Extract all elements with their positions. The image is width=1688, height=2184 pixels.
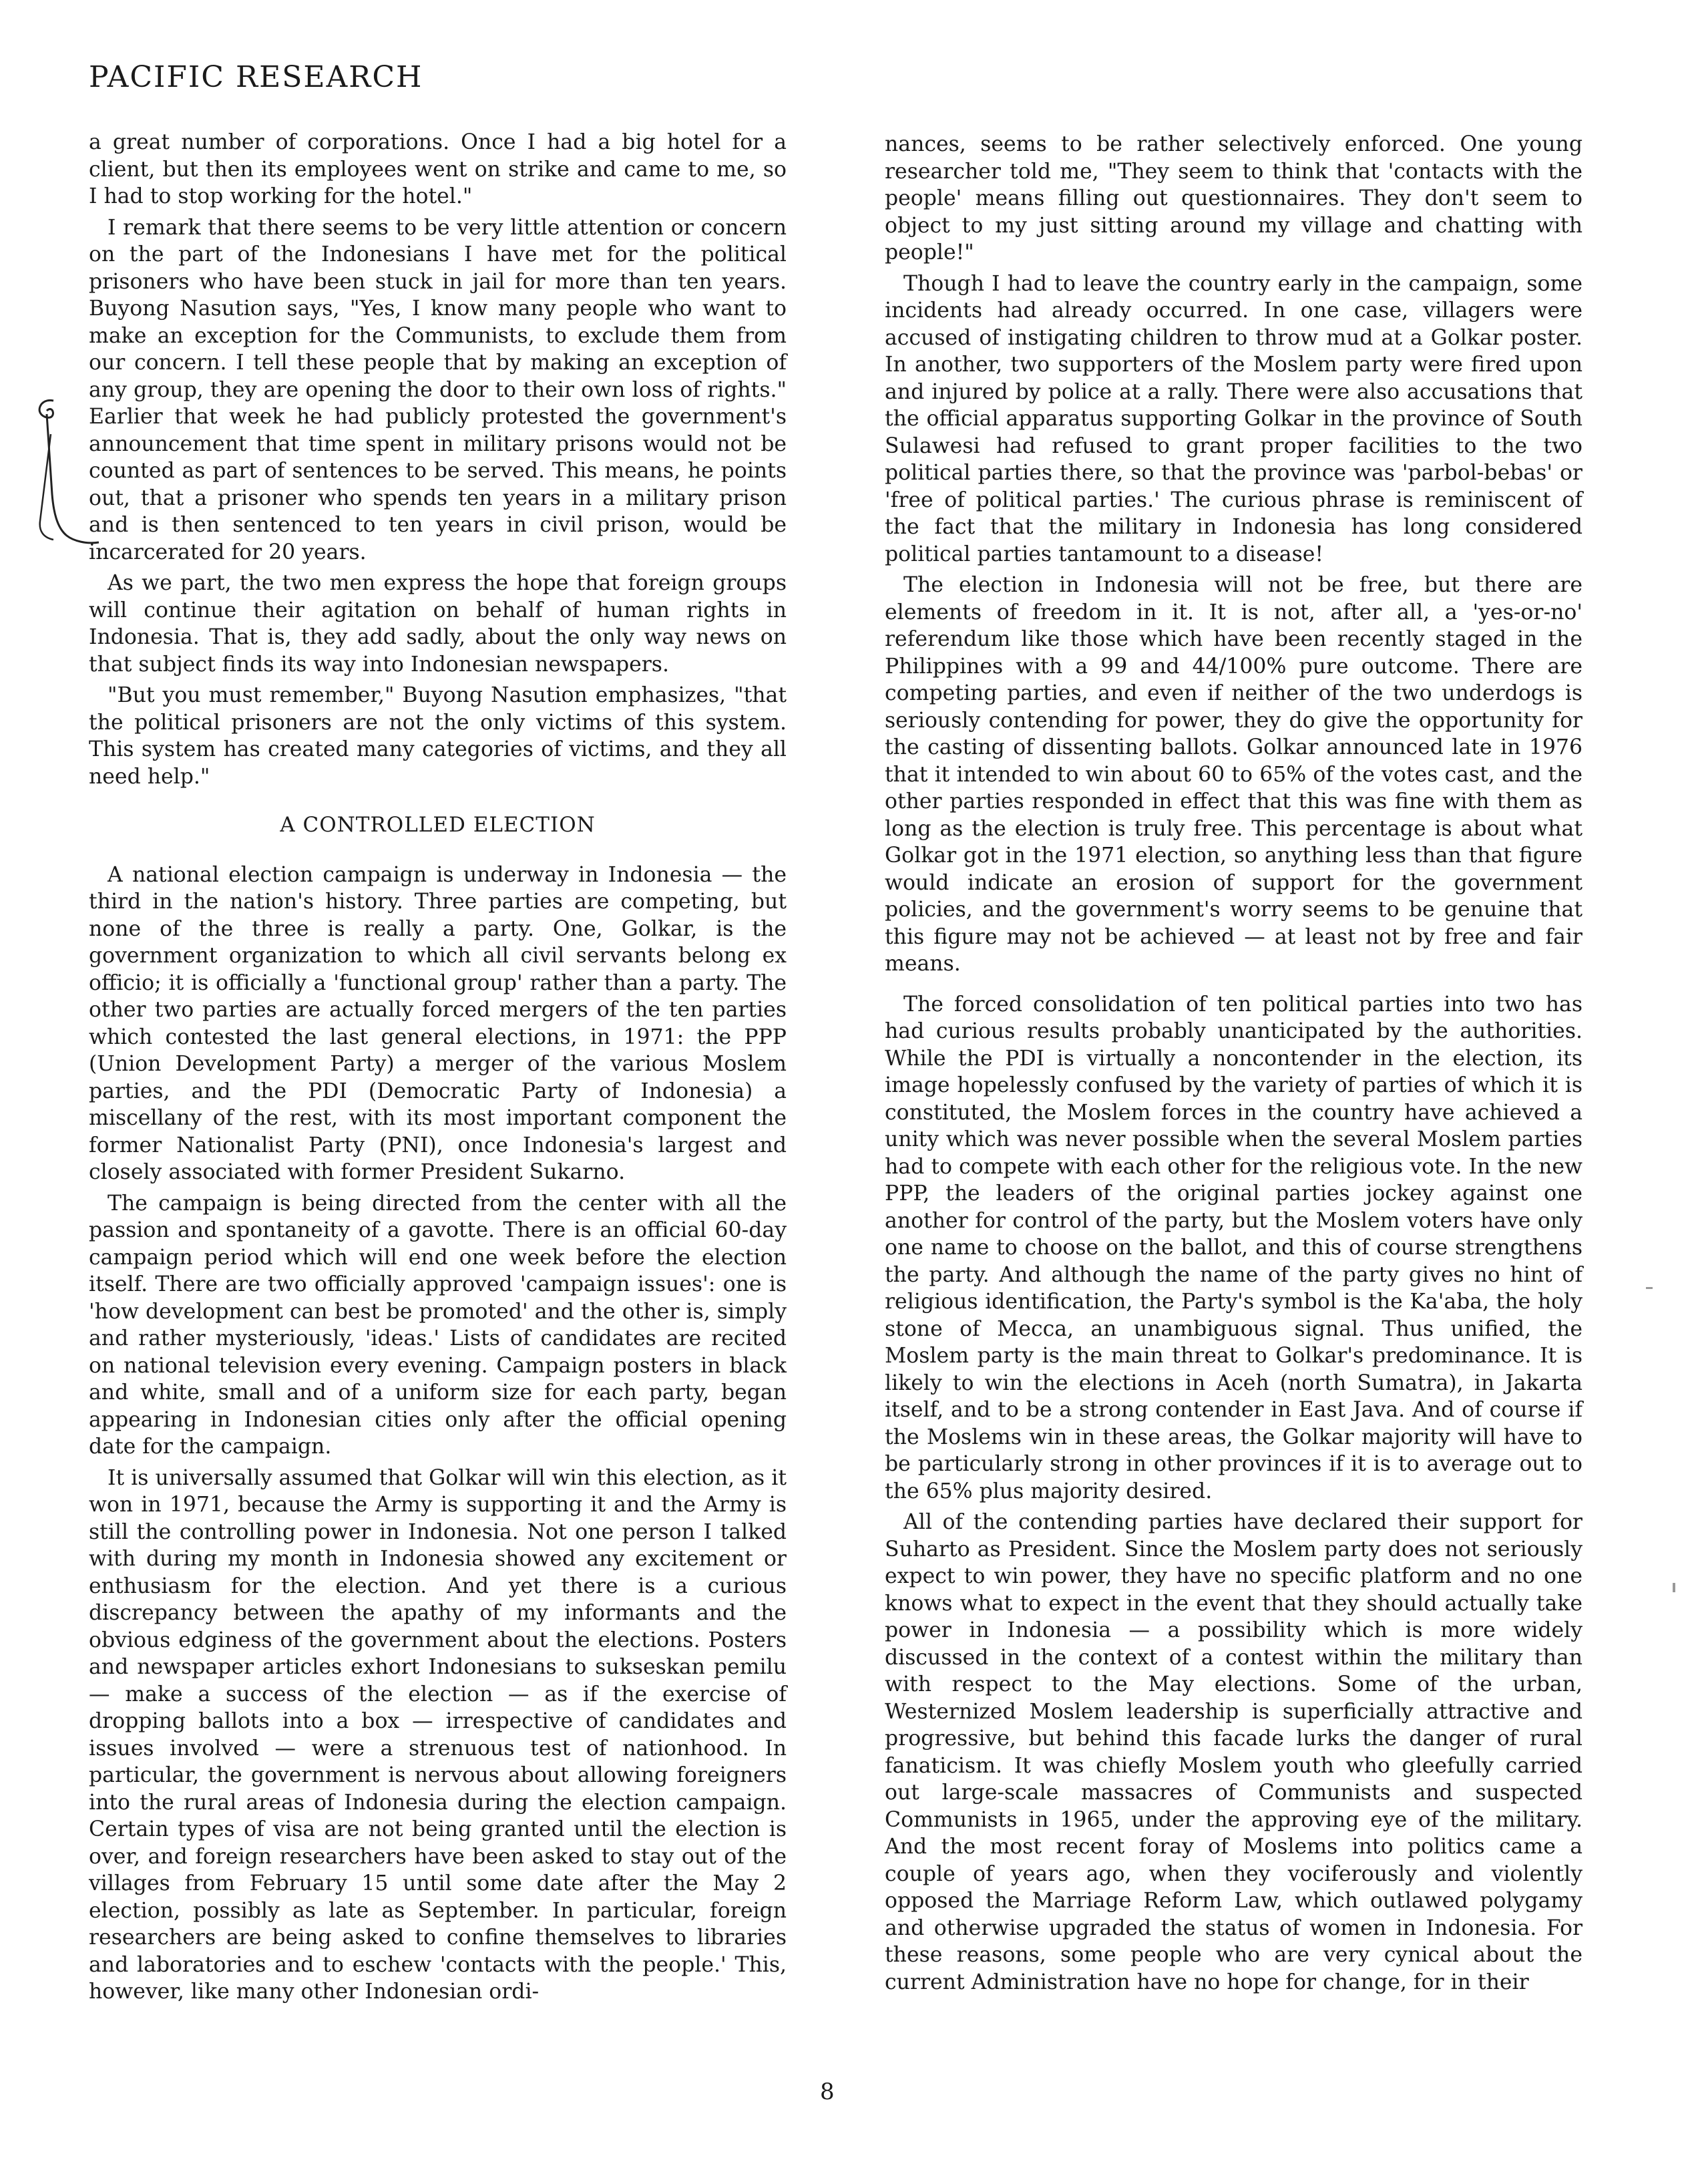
left-paragraph: The campaign is being directed from the center with all the passion and spontaneity of a gavotte. There is an official 60-day campaign period which will end one week before the election itself. There are two officially approved 'campaign issues': one is 'how development can best be promoted' and the other is, simply and rather mysteriously, 'ideas.' Lists of candidates are recited on national television every evening. Campaign posters in black and white, small and of a uniform size for each party, began appearing in Indonesian cities only after the official opening date for the campaign. bbox=[89, 1191, 787, 1459]
page-number: 8 bbox=[820, 2078, 835, 2105]
scan-speck bbox=[1673, 1583, 1675, 1592]
left-paragraph: It is universally assumed that Golkar will win this election, as it won in 1971, because the Army is supporting it and the Army is still the controlling power in Indonesia. Not one person I talked with during my month in Indonesia showed any excitement or enthusiasm for the election. And yet there is a curious discrepancy between the apathy of my informants and the obvious edginess of the government about the elections. Posters and newspaper articles exhort Indonesians to sukseskan pemilu — make a success of the election — as if the exercise of dropping ballots into a box — irrespective of candidates and issues involved — were a strenuous test of nationhood. In particular, the government is nervous about allowing foreigners into the rural areas of Indonesia during the election campaign. Certain types of visa are not being granted until the election is over, and foreign researchers have been asked to stay out of the villages from February 15 until some date after the May 2 election, possibly as late as September. In particular, foreign researchers are being asked to confine themselves to libraries and laboratories and to eschew 'contacts with the people.' This, however, like many other Indonesian ordi- bbox=[89, 1465, 787, 2004]
left-paragraph: A national election campaign is underway in Indonesia — the third in the nation's history. Three parties are competing, but none of the three is really a party. One, Golkar, is the government organization to which all civil servants belong ex officio; it is officially a 'functional group' rather than a party. The other two parties are actually forced mergers of the ten parties which contested the last general elections, in 1971: the PPP (Union Development Party) a merger of the various Moslem parties, and the PDI (Democratic Party of Indonesia) a miscellany of the rest, with its most important component the former Nationalist Party (PNI), once Indonesia's largest and closely associated with former President Sukarno. bbox=[89, 862, 787, 1184]
left-column bbox=[89, 129, 787, 2010]
right-paragraph: The election in Indonesia will not be free, but there are elements of freedom in it. It is not, after all, a 'yes-or-no' referendum like those which have been recently staged in the Philippines with a 99 and 44/100% pure outcome. There are competing parties, and even if neither of the two underdogs is seriously contending for power, they do give the opportunity for the casting of dissenting ballots. Golkar announced late in 1976 that it intended to win about 60 to 65% of the votes cast, and the other parties responded in effect that this was fine with them as long as the election is truly free. This percentage is about what Golkar got in the 1971 election, so anything less than that figure would indicate an erosion of support for the government policies, and the government's worry seems to be genuine that this figure may not be achieved — at least not by free and fair means. bbox=[885, 573, 1582, 976]
left-paragraph: a great number of corporations. Once I had a big hotel for a client, but then its employees went on strike and came to me, so I had to stop working for the hotel." bbox=[89, 130, 787, 208]
scan-speck bbox=[1646, 1287, 1653, 1289]
section-heading: A CONTROLLED ELECTION bbox=[280, 813, 596, 837]
right-column bbox=[885, 131, 1582, 2000]
left-paragraph: "But you must remember," Buyong Nasution emphasizes, "that the political prisoners are not the only victims of this system. This system has created many categories of victims, and they all need help." bbox=[89, 683, 787, 789]
left-paragraph: As we part, the two men express the hope that foreign groups will continue their agitation on behalf of human rights in Indonesia. That is, they add sadly, about the only way news on that subject finds its way into Indonesian newspapers. bbox=[89, 571, 787, 677]
left-paragraph: I remark that there seems to be very little attention or concern on the part of the Indonesians I have met for the political prisoners who have been stuck in jail for more than ten years. Buyong Nasution says, "Yes, I know many people who want to make an exception for the Communists, to exclude them from our concern. I tell these people that by making an exception of any group, they are opening the door to their own loss of rights." Earlier that week he had publicly protested the government's announcement that time spent in military prisons would not be counted as part of sentences to be served. This means, he points out, that a prisoner who spends ten years in a military prison and is then sentenced to ten years in civil prison, would be incarcerated for 20 years. bbox=[89, 215, 787, 564]
right-paragraph: All of the contending parties have declared their support for Suharto as President. Since the Moslem party does not seriously expect to win power, they have no specific platform and no one knows what to expect in the event that they should actually take power in Indonesia — a possibility which is more widely discussed in the context of a contest within the military than with respect to the May elections. Some of the urban, Westernized Moslem leadership is superficially attractive and progressive, but behind this facade lurks the danger of rural fanaticism. It was chiefly Moslem youth who gleefully carried out large-scale massacres of Communists and suspected Communists in 1965, under the approving eye of the military. And the most recent foray of Moslems into politics came a couple of years ago, when they vociferously and violently opposed the Marriage Reform Law, which outlawed polygamy and otherwise upgraded the status of women in Indonesia. For these reasons, some people who are very cynical about the current Administration have no hope for change, for in their bbox=[885, 1510, 1582, 1994]
right-paragraph: Though I had to leave the country early in the campaign, some incidents had already occurred. In one case, villagers were accused of instigating children to throw mud at a Golkar poster. In another, two supporters of the Moslem party were fired upon and injured by police at a rally. There were also accusations that the official apparatus supporting Golkar in the province of South Sulawesi had refused to grant proper facilities to the two political parties there, so that the province was 'parbol-bebas' or 'free of political parties.' The curious phrase is reminiscent of the fact that the military in Indonesia has long considered political parties tantamount to a disease! bbox=[885, 271, 1582, 566]
right-paragraph: The forced consolidation of ten political parties into two has had curious results probably unanticipated by the authorities. While the PDI is virtually a noncontender in the election, its image hopelessly confused by the variety of parties of which it is constituted, the Moslem forces in the country have achieved a unity which was never possible when the several Moslem parties had to compete with each other for the religious vote. In the new PPP, the leaders of the original parties jockey against one another for control of the party, but the Moslem voters have only one name to choose on the ballot, and this of course strengthens the party. And although the name of the party gives no hint of religious identification, the Party's symbol is the Ka'aba, the holy stone of Mecca, an unambiguous signal. Thus unified, the Moslem party is the main threat to Golkar's predominance. It is likely to win the elections in Aceh (north Sumatra), in Jakarta itself, and to be a strong contender in East Java. And of course if the Moslems win in these areas, the Golkar majority will have to be particularly strong in other provinces if it is to average out to the 65% plus majority desired. bbox=[885, 992, 1582, 1503]
page-header: PACIFIC RESEARCH bbox=[89, 60, 423, 94]
right-paragraph: nances, seems to be rather selectively enforced. One young researcher told me, "They seem to think that 'contacts with the people' means filling out questionnaires. They don't seem to object to my just sitting around my village and chatting with people!" bbox=[885, 132, 1582, 264]
